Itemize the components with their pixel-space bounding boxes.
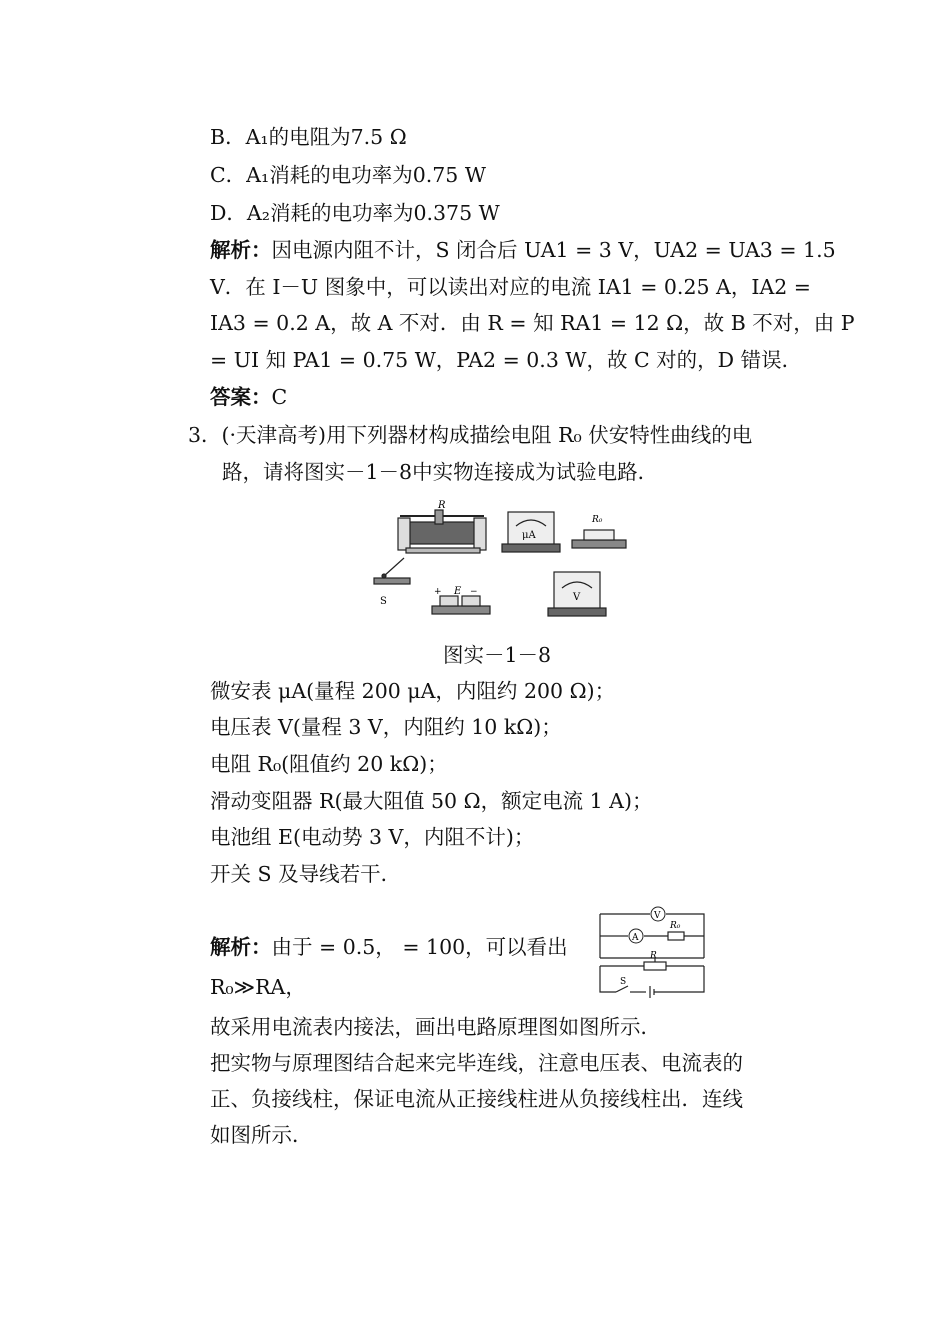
switch-symbol-label: S	[620, 977, 627, 987]
equipment-item: 开关 S 及导线若干．	[210, 862, 402, 886]
switch	[374, 558, 410, 584]
solution-1-line-1	[210, 235, 836, 265]
question-3-line-2: 路，请将图实－1－8中实物连接成为试验电路．	[222, 460, 659, 484]
rheostat-symbol-label: R	[650, 951, 657, 961]
question-number: 3．	[188, 423, 222, 447]
ammeter-symbol-label: A	[632, 933, 639, 943]
rheostat-label: R	[438, 500, 446, 511]
solution-2-line-3: 故采用电流表内接法，画出电路原理图如图所示．	[210, 1015, 661, 1039]
solution-text: 由于 = 0.5， = 100，可以看出	[271, 935, 568, 959]
equipment-item: 微安表 μA(量程 200 μA，内阻约 200 Ω)；	[210, 679, 616, 703]
battery	[432, 596, 490, 614]
equipment-item: 滑动变阻器 R(最大阻值 50 Ω，额定电流 1 A)；	[210, 789, 653, 813]
solution-2-line-2: R₀≫RA，	[210, 975, 306, 999]
question-text: 用下列器材构成描绘电阻 R₀ 伏安特性曲线的电	[326, 423, 753, 447]
voltmeter-symbol-label: V	[654, 911, 661, 921]
option-c: C．A₁消耗的电功率为0.75 W	[210, 163, 486, 187]
solution-2-line-6: 如图所示．	[210, 1123, 313, 1147]
voltmeter-label: V	[573, 592, 581, 603]
solution-text: 因电源内阻不计，S 闭合后 UA1 = 3 V，UA2 = UA3 = 1.5	[271, 238, 836, 262]
figure-caption: 图实－1－8	[443, 643, 552, 667]
resistor-r0-label: R₀	[592, 515, 603, 525]
equipment-item: 电压表 V(量程 3 V，内阻约 10 kΩ)；	[210, 715, 562, 739]
solution-2-line-1	[210, 932, 568, 962]
answer	[210, 382, 287, 412]
option-b: B．A₁的电阻为7.5 Ω	[210, 125, 407, 149]
answer-value: C	[271, 385, 288, 409]
solution-1-line-2: V．在 I－U 图象中，可以读出对应的电流 IA1 = 0.25 A，IA2 =	[210, 275, 811, 299]
question-source: (·天津高考)	[221, 423, 327, 447]
question-3-line-1	[188, 420, 752, 450]
microammeter-label: μA	[522, 530, 536, 541]
equipment-item: 电阻 R₀(阻值约 20 kΩ)；	[210, 752, 448, 776]
battery-plus: +	[434, 587, 442, 597]
resistor-r0	[572, 530, 626, 548]
solution-1-line-3: IA3 = 0.2 A，故 A 不对．由 R = 知 RA1 = 12 Ω，故 B 不对，由 P	[210, 311, 855, 335]
solution-label: 解析：	[210, 935, 272, 959]
circuit-diagram	[594, 906, 710, 998]
solution-2-line-4: 把实物与原理图结合起来完毕连线，注意电压表、电流表的	[210, 1051, 743, 1075]
battery-minus: −	[470, 587, 478, 597]
solution-1-line-4: = UI 知 PA1 = 0.75 W，PA2 = 0.3 W，故 C 对的，D 错误．	[210, 348, 803, 372]
answer-label: 答案：	[210, 385, 272, 409]
apparatus-figure	[370, 500, 640, 625]
battery-label: E	[454, 586, 462, 597]
rheostat	[398, 510, 486, 553]
switch-label: S	[380, 596, 387, 607]
r0-symbol-label: R₀	[670, 921, 681, 931]
equipment-item: 电池组 E(电动势 3 V，内阻不计)；	[210, 825, 535, 849]
solution-label: 解析：	[210, 238, 272, 262]
solution-2-line-5: 正、负接线柱，保证电流从正接线柱进从负接线柱出．连线	[210, 1087, 743, 1111]
option-d: D．A₂消耗的电功率为0.375 W	[210, 201, 500, 225]
